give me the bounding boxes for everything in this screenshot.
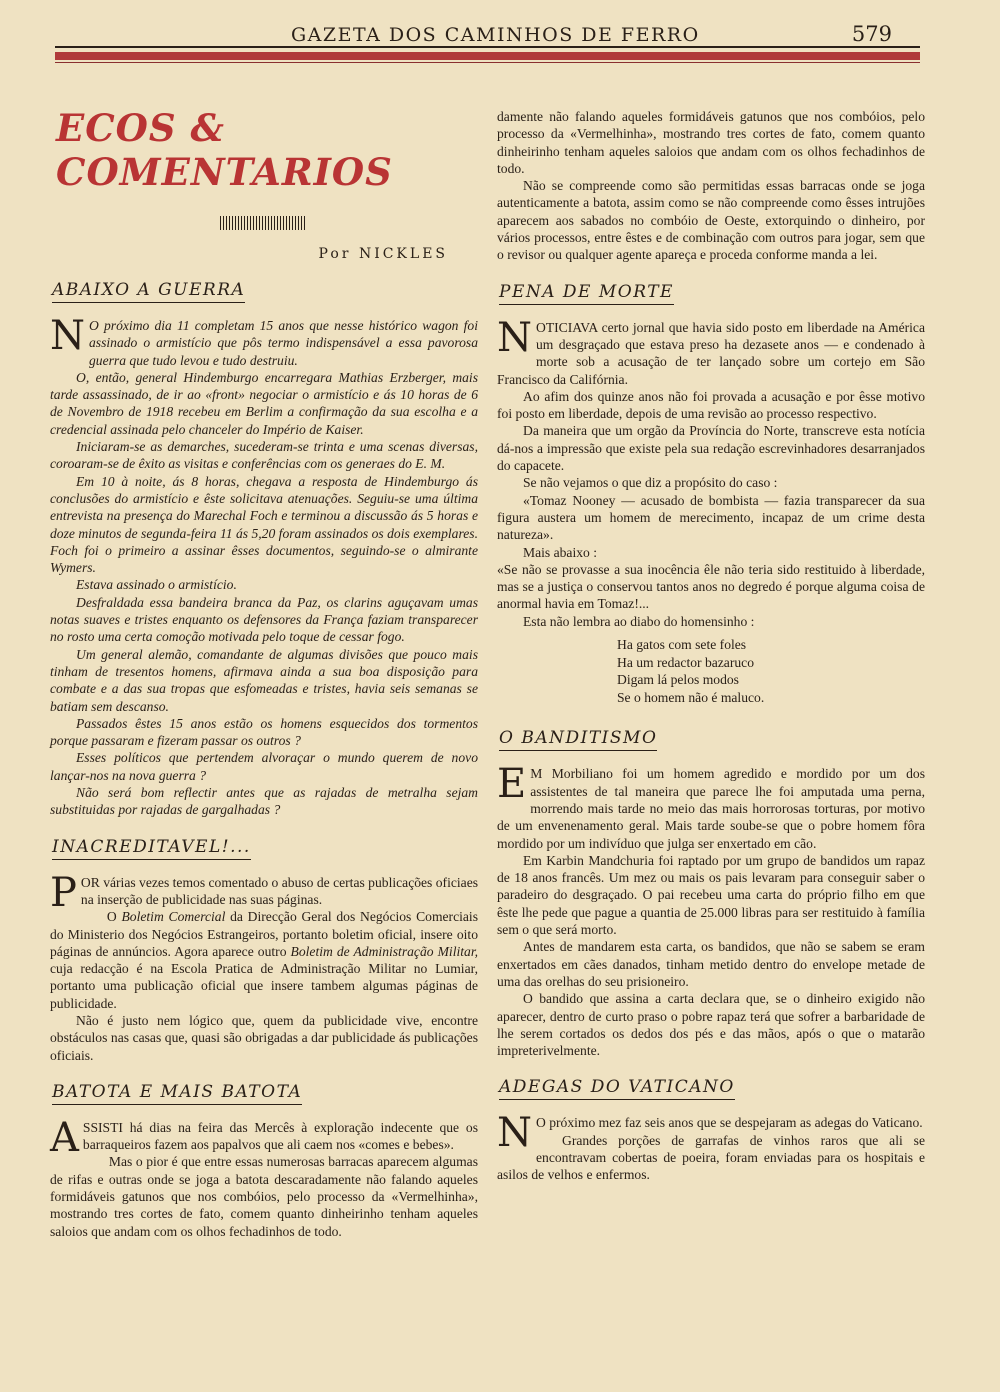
right-column: [497, 108, 925, 1184]
paragraph-text: O próximo mez faz seis anos que se despejaram as adegas do Vaticano.: [536, 1115, 923, 1131]
drop-cap: N: [497, 1110, 532, 1157]
paragraph: [497, 314, 925, 388]
section-heading-o-banditismo: O BANDITISMO: [499, 728, 657, 751]
paragraph: Não é justo nem lógico que, quem da publicidade vive, encontre obstáculos nas casas que, quasi são obrigadas a dar publicidade ás publicações oficiais.: [50, 1012, 478, 1063]
paragraph: [50, 869, 479, 916]
paragraph: Passados êstes 15 anos estão os homens esquecidos dos tormentos porque passaram e fizeram passar os outros ?: [50, 715, 478, 749]
paragraph: [497, 761, 925, 851]
paragraph: [497, 1110, 925, 1157]
paragraph: Não se compreende como são permitidas essas barracas onde se joga autenticamente a batota, assim como se não compreende como êsses intrujões aparecem aos sabados no combóio de Oeste, extorquindo o dinheiro, por vários processos, entre êstes e de combinação com outros para jogar, sem que o revisor ou qualquer agente apareça e proceda conforme manda a lei.: [497, 178, 925, 263]
paragraph: «Se não se provasse a sua inocência êle não teria sido restituido à liberdade, mas se a justiça o conservou tantos anos no degredo é porque alguma coisa de anormal havia em Tomaz!...: [497, 561, 925, 612]
header-rule: [55, 46, 920, 48]
paragraph: Antes de mandarem esta carta, os bandidos, que não se sabem se eram enxertados em cães danados, tinham metido dentro do envelope metade de uma das orelhas do seu prisioneiro.: [497, 939, 925, 989]
paragraph: Esses políticos que pertendem alvoraçar o mundo querem de novo lançar-nos na nova guerra ?: [50, 750, 478, 783]
paragraph: Grandes porções de garrafas de vinhos raros que ali se encontravam cobertas de poeira, foram enviadas para os hospitais e asilos de velhos e enfermos.: [497, 1132, 925, 1183]
paragraph-text: O próximo dia 11 completam 15 anos que nesse histórico wagon foi assinado o armistício que pôs termo indispensável a essa pavorosa guerra que tudo levou e tudo destruiu.: [89, 318, 478, 368]
paragraph: Em Karbin Mandchuria foi raptado por um grupo de bandidos um rapaz de 18 anos francês. Um mez ou mais os pais levaram para conseguir saber o paradeiro do desgraçado. O pai recebeu uma carta do próprio filho em que êste lhe pede que pague a quantia de 25.000 libras para ser restituido à família sem o que será morto.: [497, 852, 925, 938]
verse-line: Se o homem não é maluco.: [617, 689, 765, 705]
paragraph-text: SSISTI há dias na feira das Mercês à exploração indecente que os barraqueiros fazem aos papalvos que ali caem nos «comes e bebes».: [82, 1119, 478, 1153]
paragraph-text: M Morbiliano foi um homem agredido e mordido por um dos assistentes de tal maneira que parece lhe foi amputada uma perna, morrendo mais tarde no meio das mais horrorosas torturas, por motivo de um envenenamento geral. Mais tarde soube-se que o pobre homem fôra mordido por um indivíduo que julga ser enxertado em cão.: [497, 766, 925, 851]
verse: [617, 636, 925, 706]
header-red-band: [55, 52, 920, 60]
byline: Por NICKLES: [318, 246, 448, 262]
paragraph: Ao afim dos quinze anos não foi provada a acusação e por êsse motivo foi posto em liberdade, depois de uma revisão ao processo respectivo.: [497, 388, 925, 422]
drop-cap: E: [497, 761, 527, 808]
verse-line: Ha gatos com sete foles: [617, 637, 747, 653]
paragraph: [50, 313, 478, 369]
drop-cap: N: [50, 313, 85, 359]
paragraph: Mais abaixo :: [523, 544, 597, 560]
publication-name: Boletim Comercial: [121, 909, 226, 925]
paragraph: O, então, general Hindemburgo encarregara Mathias Erzberger, mais tarde assassinado, de ir ao «front» negociar o armistício e ás 10 horas de 6 de Novembro de 1918 recebeu em Berlim a confirmação da sua escolha e a credencial assinada pelo chanceler do Império de Kaiser.: [50, 369, 478, 437]
paragraph: Esta não lembra ao diabo do homensinho :: [523, 613, 755, 629]
paragraph: Se não vejamos o que diz a propósito do caso :: [523, 475, 778, 491]
drop-cap: N: [497, 314, 532, 361]
paragraph: O bandido que assina a carta declara que, se o dinheiro exigido não aparecer, dentro de curto praso o pobre rapaz terá que sofrer a barbaridade de lhe serem cortados os dedos dos pés e das mãos, após o que o matarão impreterivelmente.: [497, 991, 925, 1059]
page-number: 579: [851, 22, 892, 46]
section-heading-abaixo-a-guerra: ABAIXO A GUERRA: [52, 280, 245, 303]
paragraph: Não será bom reflectir antes que as rajadas de metralha sejam substituidas por rajadas de gargalhadas ?: [50, 785, 478, 818]
article-title: ECOS & COMENTARIOS: [56, 106, 393, 194]
paragraph: Iniciaram-se as demarches, sucederam-se trinta e uma scenas diversas, coroaram-se de êxito as visitas e conferências com os generaes do E. M.: [50, 439, 478, 472]
publication-title: GAZETA DOS CAMINHOS DE FERRO: [291, 24, 700, 46]
paragraph: Em 10 à noite, ás 8 horas, chegava a resposta de Hindemburgo ás conclusões do armistício e êste solicitava atenuações. Seguiu-se uma última entrevista na presença do Marechal Foch e terminou a discussão ás 5 horas e doze minutos de segunda-feira 11 ás 5,20 foram assinados os dois exemplares. Foch foi o primeiro a assinar êsses documentos, seguindo-se o almirante Wymers.: [50, 473, 478, 576]
paragraph-text: OR várias vezes temos comentado o abuso de certas publicações oficiaes na inserção de publicidade nas suas páginas.: [80, 874, 479, 907]
section-heading-pena-de-morte: PENA DE MORTE: [499, 282, 674, 305]
section-heading-inacreditavel: INACREDITAVEL!...: [52, 837, 251, 860]
paragraph: Um general alemão, comandante de algumas divisões que pouco mais tinham de tresentos homens, afirmava ainda a sua boa disposição para combate e a das sua tropas que esfomeadas e tristes, havia seis semanas se batiam sem descanso.: [50, 646, 478, 714]
verse-line: Ha um redactor bazaruco: [617, 654, 754, 670]
text-run: cuja redacção é na Escola Pratica de Administração Militar no Lumiar, portanto uma publicação oficial que insere tambem algumas páginas de publicidade.: [50, 961, 478, 1011]
header-red-rule: [55, 62, 920, 63]
drop-cap: A: [50, 1114, 79, 1161]
paragraph-continued: damente não falando aqueles formidáveis gatunos que nos combóios, pelo processo da «Vermelhinha», mostrando tres cortes de fato, comem quanto dinheirinho tenham aqueles saloios que andam com os olhos fechadinhos de todo.: [497, 109, 925, 176]
paragraph: Da maneira que um orgão da Província do Norte, transcreve esta notícia dá-nos a impressão que existe pela sua redação escrevinhadores desarranjados do capacete.: [497, 423, 925, 474]
verse-line: Digam lá pelos modos: [617, 672, 739, 688]
paragraph: Estava assinado o armistício.: [76, 577, 237, 593]
paragraph: Desfraldada essa bandeira branca da Paz, os clarins aguçavam umas notas suaves e tristes enquanto os defensores da França faziam transparecer no rosto uma certa comoção motivada pelo toque de cessar fogo.: [50, 594, 478, 645]
text-run: O: [106, 909, 122, 925]
left-column: [50, 100, 479, 1239]
text-run: da Direcção Geral dos Negócios Comerciais do Ministerio dos Negócios Estrangeiros, portanto boletim oficial, insere oito páginas de annúncios. Agora aparece outro: [50, 909, 478, 959]
publication-name: Boletim de Administração Militar,: [290, 943, 478, 959]
title-ornament: [220, 216, 306, 230]
section-heading-adegas-do-vaticano: ADEGAS DO VATICANO: [499, 1077, 735, 1100]
paragraph: [50, 908, 478, 1012]
paragraph-text: OTICIAVA certo jornal que havia sido posto em liberdade na América um desgraçado que estava preso ha dezasete anos — e condenado à morte sob a acusação de ter lançado sobre um cortejo em São Francisco da Califórnia.: [497, 319, 925, 387]
paragraph: [50, 1114, 478, 1161]
drop-cap: P: [50, 869, 77, 916]
paragraph: «Tomaz Nooney — acusado de bombista — fazia transparecer da sua figura austera um homem de merecimento, incapaz de um crime desta natureza».: [497, 492, 925, 543]
paragraph: Mas o pior é que entre essas numerosas barracas aparecem algumas de rifas e outras onde se joga a batota descaradamente não falando aqueles formidáveis gatunos que nos combóios, pelo processo da «Vermelhinha», mostrando tres cortes de fato, comem quanto dinheirinho tenham aqueles saloios que andam com os olhos fechadinhos de todo.: [50, 1154, 478, 1239]
section-heading-batota: BATOTA E MAIS BATOTA: [52, 1082, 302, 1105]
